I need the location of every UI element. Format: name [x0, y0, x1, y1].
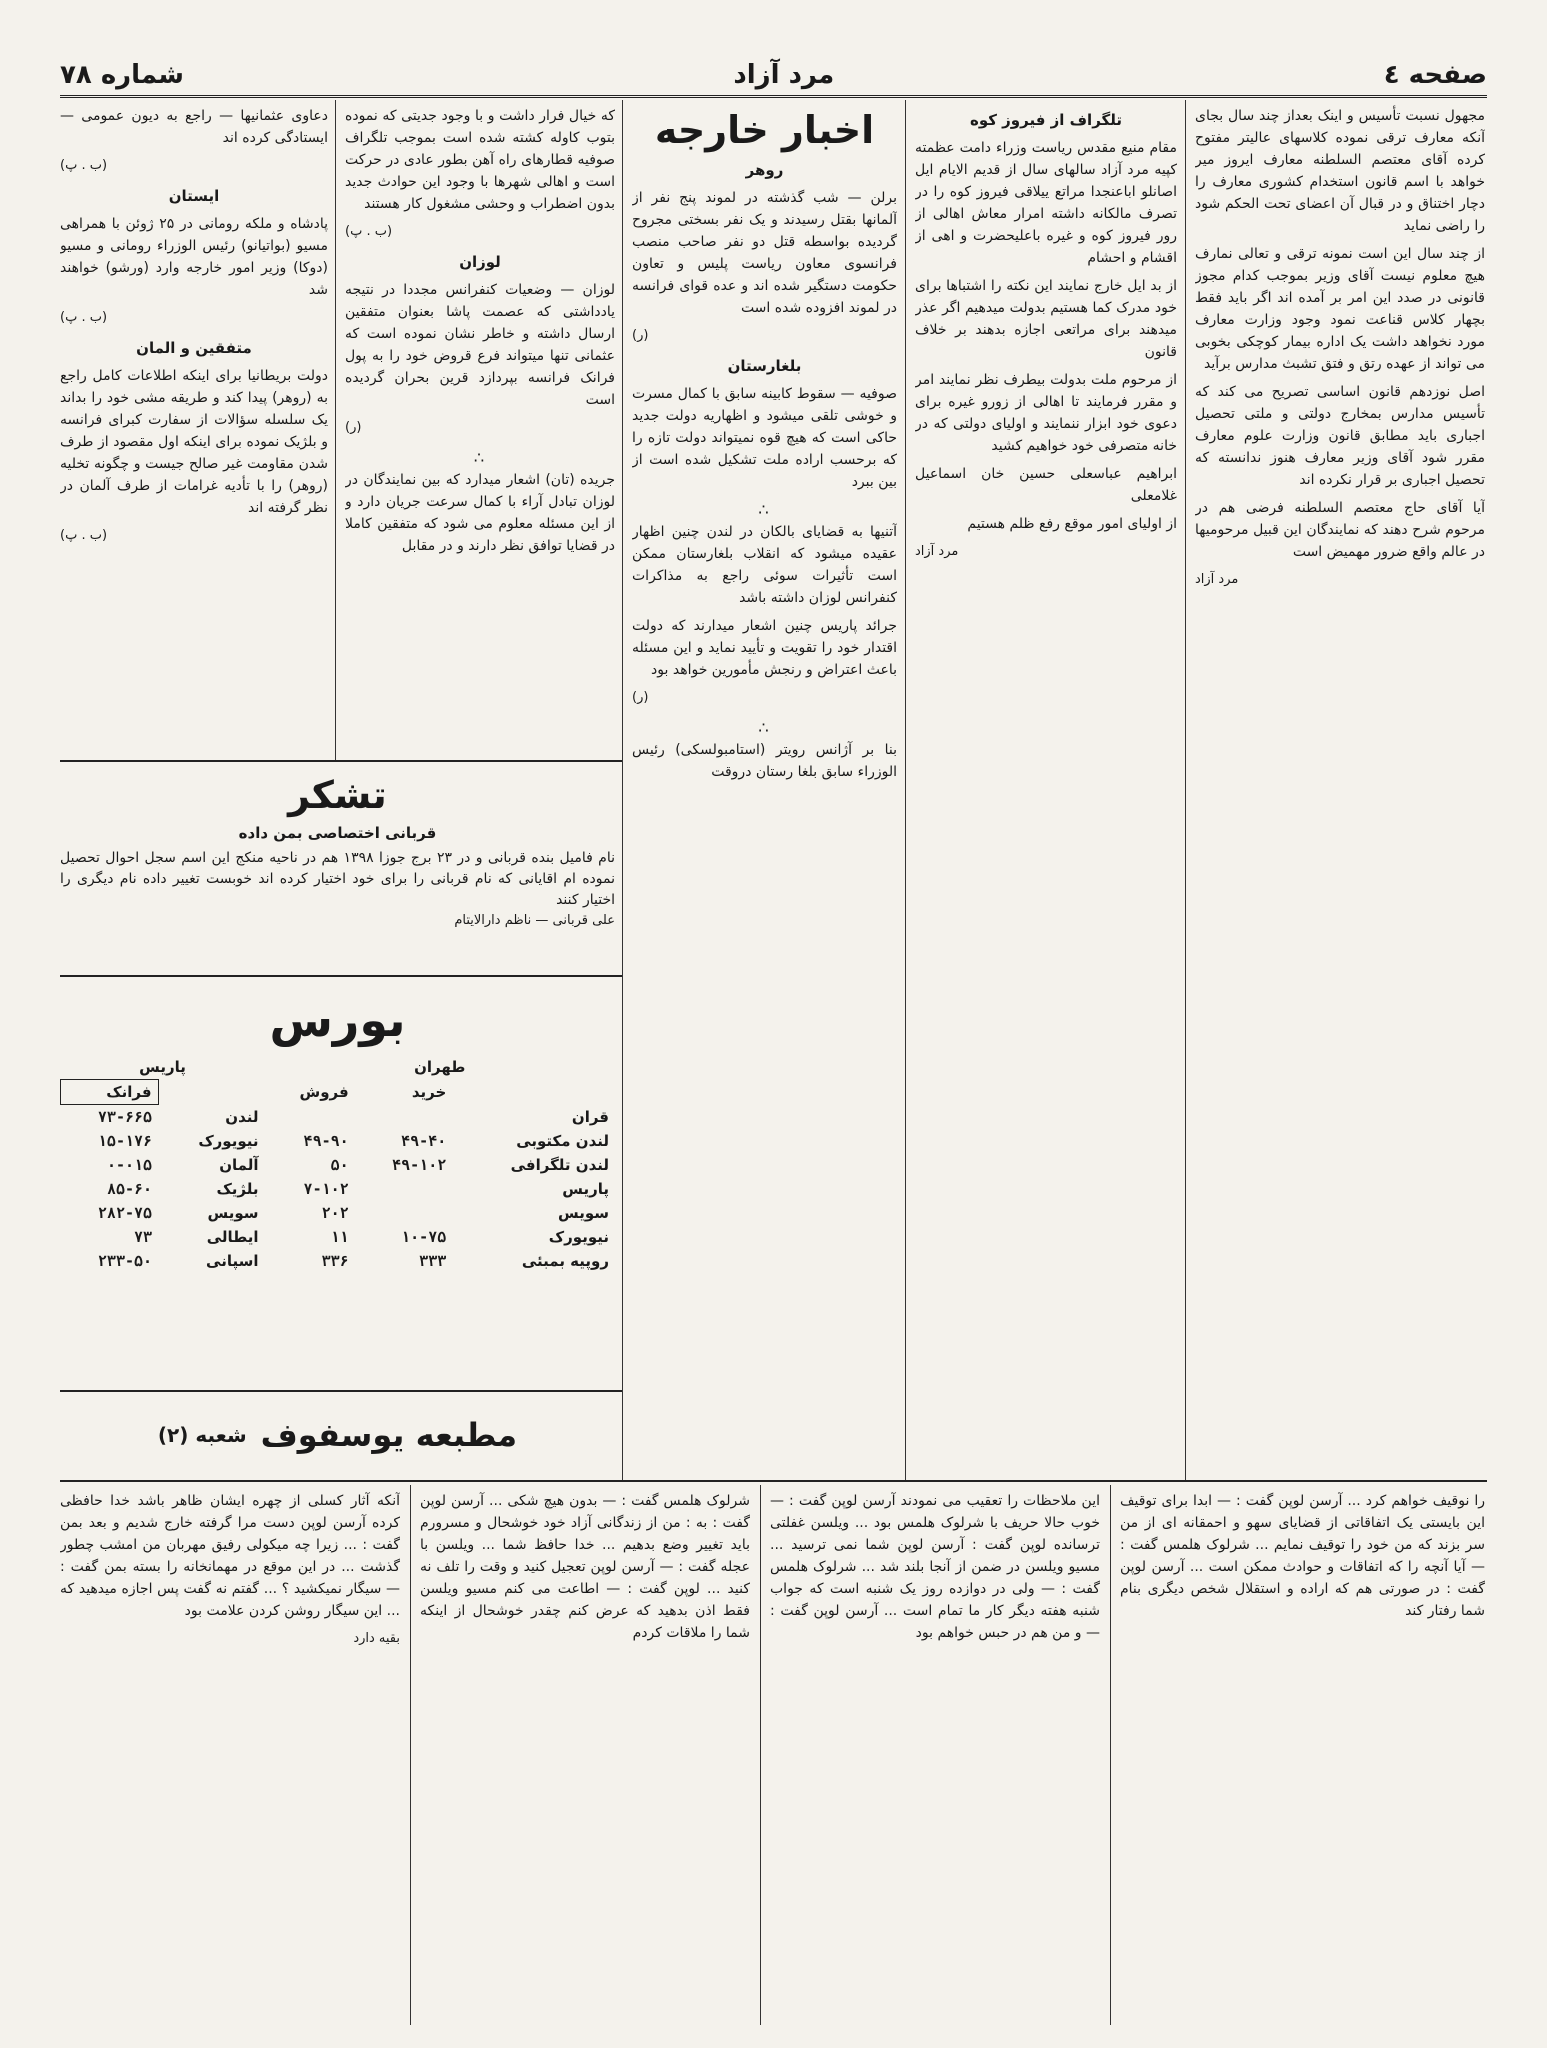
page-number: صفحه ٤ — [1383, 60, 1487, 90]
bourse-buy: ۴۹-۴۰ — [401, 1132, 447, 1150]
column-rule — [410, 1485, 411, 2025]
bourse-paris: ۲۳۳-۵۰ — [97, 1252, 153, 1270]
bourse-buy: ۴۹-۱۰۲ — [392, 1156, 447, 1174]
bourse-city: بلژیک — [216, 1180, 259, 1198]
bourse-item: لندن تلگرافی — [510, 1156, 609, 1174]
table-row — [61, 1201, 616, 1225]
table-header-row — [61, 1080, 616, 1105]
paragraph: لوزان — وضعیات کنفرانس مجددا در نتیجه یادداشتی که عصمت پاشا بعنوان متفقین ارسال داشته و خاطر نشان نموده است که عثمانی تنها میتواند فرع قروض خود را به پول فرانک فرانسه بپردازد قرین بحران گردیده است — [345, 282, 615, 408]
bourse-item: پاریس — [562, 1180, 609, 1198]
table-row — [61, 1129, 616, 1153]
column-rule — [335, 100, 336, 760]
source-tag: (ر) — [345, 420, 362, 435]
serial-column — [770, 1490, 1100, 2020]
serial-column — [60, 1490, 400, 2020]
bourse-item: نیویورک — [548, 1228, 609, 1246]
column-rule — [1110, 1485, 1111, 2025]
column-lausanne — [345, 105, 615, 760]
paragraph: آنکه آثار کسلی از چهره ایشان ظاهر باشد خدا حافظی کرده آرسن لوپن دست مرا گرفته خارج شدیم و بعد بمن گفت : ... زیرا چه میکولی رفیق مهربان من امشب چطور گذشت ... در این موقع در مهمانخانه را بسته بمن گفت : — سیگار نمیکشید ؟ ... گفتم نه گفت پس اجازه میدهید که ... این سیگار روشن کردن علامت بود — [60, 1493, 400, 1619]
issue-number: شماره ۷۸ — [60, 60, 184, 90]
bourse-sell: ۱۱ — [330, 1228, 349, 1246]
source-tag: (ب . پ) — [60, 310, 108, 325]
bourse-city: اسپانی — [206, 1252, 259, 1270]
box-rule — [60, 1390, 622, 1392]
source-tag: (ب . پ) — [60, 158, 108, 173]
signature-names: ابراهیم عباسعلی حسین خان اسماعیل غلامعلی — [915, 466, 1177, 504]
bourse-city: آلمان — [219, 1156, 259, 1174]
subheading: روهر — [745, 161, 784, 179]
separator-dots: ∴ — [758, 718, 771, 737]
notice-body: نام فامیل بنده قربانی و در ۲۳ برج جوزا ۱۳۹۸ هم در ناحیه منکج این اسم سجل احوال تحصیل نموده ام اقایانی که نام قربانی را برای خود اختیار کرده اند خوبست تغییر داده نام دیگری را اختیار کنند — [60, 850, 615, 908]
paragraph: را نوقیف خواهم کرد ... آرسن لوپن گفت : — ابدا برای توقیف این بایستی یک اتفاقاتی از قضایای سهو و احمقانه ای از من سر بزند که من خود را توقیف نمایم ... شرلوک هلمس گفت : — آیا آنچه را که اتفاقات و حوادث ممکن است ... آرسن لوپن گفت : در صورتی هم که اراده و استقلال شخص دیگری بنام شما رفتار کند — [1120, 1493, 1485, 1619]
paragraph: اصل نوزدهم قانون اساسی تصریح می کند که تأسیس مدارس بمخارج دولتی و ملتی تحصیل اجباری باید مطابق قانون وزارت علوم معارف مقرر شود آقای وزیر معارف هنوز ندانسته که تحصیل اجباری بر قرار نکرده اند — [1195, 384, 1485, 488]
notice-subtitle: قربانی اختصاصی بمن داده — [238, 824, 437, 842]
paragraph: که خیال فرار داشت و با وجود جدیتی که نموده بتوب کاوله کشته شده است بموجب تلگراف صوفیه قطارهای راه آهن بطور عادی در حرکت است و اهالی شهرها با وجود این حوادث جدید بدون اضطراب و وحشی مشغول کار هستند — [345, 108, 615, 212]
bourse-paris: ۱۵-۱۷۶ — [97, 1132, 153, 1150]
bourse-item: قران — [571, 1107, 609, 1126]
bourse-sell — [265, 1105, 355, 1130]
table-row — [61, 1105, 616, 1130]
continued-note: بقیه دارد — [353, 1631, 400, 1646]
paragraph: مقام منیع مقدس ریاست وزراء دامت عظمته کپیه مرد آزاد سالهای سال از قدیم الایام ایل اصانلو اباعنجدا مراتع ییلاقی فیروز کوه را در تصرف مالکانه داشته امرار معاش اهالی از رور فیروز کوه و غیره باعلیحضرت و اهی از اقشام و احشام — [915, 140, 1177, 266]
subheading: متفقین و المان — [136, 339, 252, 357]
column-telegram — [915, 105, 1177, 1475]
source-tag: (ر) — [632, 690, 649, 705]
bourse-paris: ۷۳-۶۶۵ — [97, 1108, 153, 1126]
bourse-paris: ۲۸۲-۷۵ — [97, 1204, 153, 1222]
subheading: ایستان — [168, 187, 220, 205]
bourse-paris: ۷۳ — [134, 1228, 153, 1246]
paragraph: پادشاه و ملکه رومانی در ۲۵ ژوئن با همراهی مسیو (بواتیانو) رئیس الوزراء رومانی و مسیو (دوکا) وزیر امور خارجه وارد (ورشو) خواهند شد — [60, 216, 328, 298]
section-title: اخبار خارجه — [654, 108, 875, 152]
bourse-buy: ۳۳۳ — [419, 1252, 447, 1270]
paragraph: آیا آقای حاج معتصم السلطنه فرضی هم در مرحوم شرح دهند که نمایندگان این قبیل مرحومیها در عالم واقع ضرور مهمیض است — [1195, 500, 1485, 560]
subheading: بلغارستان — [727, 357, 802, 375]
buy-label: خرید — [411, 1083, 447, 1101]
paragraph: شرلوک هلمس گفت : — بدون هیچ شکی ... آرسن لوپن گفت : به : من از زندگانی آزاد خود خوشحال و مسرورم باید تغییر وضع بدهیم ... خدا حافظ شما ... ویلسن با عجله گفت : — آرسن لوپن تعجیل کنید و وقت را تلف نه کنید ... لوپن گفت : — اطاعت می کنم مسیو ویلسن فقط اذن بدهید که عرض کنم چقدر خوشحال از اینکه شما را ملاقات کردم — [420, 1493, 750, 1641]
column-education — [1195, 105, 1485, 1475]
bourse-box — [60, 985, 615, 1385]
tehran-label: طهران — [414, 1058, 466, 1077]
box-rule — [60, 760, 622, 762]
source-tag: (ر) — [632, 328, 649, 343]
subheading: لوزان — [459, 253, 501, 271]
paragraph: جرائد پاریس چنین اشعار میدارند که دولت اقتدار خود را تقویت و تأیید نماید و این مسئله باعث اعتراض و رنجش مأمورین خواهد بود — [632, 618, 897, 678]
paragraph: دعاوی عثمانیها — راجع به دیون عمومی — ایستادگی کرده اند — [60, 108, 328, 146]
bourse-item: لندن مکتوبی — [516, 1132, 609, 1150]
bourse-city: سویس — [207, 1204, 259, 1222]
separator-dots: ∴ — [758, 500, 771, 519]
serial-column — [420, 1490, 750, 2020]
bourse-city: لندن — [225, 1107, 259, 1126]
column-rule — [622, 100, 623, 1480]
paragraph: جریده (تان) اشعار میدارد که بین نمایندگان در لوزان تبادل آراء با کمال سرعت جریان دارد و از این مسئله معلوم می شود که متفقین کاملا در قضایا توافق نظر دارند و در مقابل — [345, 472, 615, 554]
notice-box — [60, 770, 615, 970]
sell-label: فروش — [299, 1083, 349, 1101]
paragraph: دولت بریطانیا برای اینکه اطلاعات کامل راجع به (روهر) پیدا کند و طریقه مشی خود را بداند یک سلسله سؤالات از سفارت کبرای فرانسه و بلژیک نموده برای اینکه اول مقصود از طرف شدن مقاومت غیر صالح جیست و چگونه تخلیه (روهر) را با تأدیه غرامات از طرف آلمان در نظر گرفته اند — [60, 368, 328, 516]
closing-line: از اولیای امور موقع رفع ظلم هستیم — [967, 516, 1177, 532]
masthead — [60, 55, 1487, 98]
bourse-sell: ۴۹-۹۰ — [303, 1132, 349, 1150]
signature: مرد آزاد — [1195, 572, 1239, 587]
paragraph: صوفیه — سقوط کابینه سابق با کمال مسرت و خوشی تلقی میشود و اظهاریه دولت جدید حاکی است که هیچ قوه نمیتواند دولت تازه را که برحسب اراده ملت تشکیل شده است از بین ببرد — [632, 386, 897, 490]
printer-name: مطبعه یوسفوف — [260, 1416, 518, 1454]
bourse-sell: ۵۰ — [330, 1156, 349, 1174]
notice-signature: علی قربانی — ناظم دارالایتام — [454, 913, 615, 928]
source-tag: (ب . پ) — [345, 224, 393, 239]
column-rule — [1185, 100, 1186, 1480]
bourse-item: سویس — [558, 1204, 609, 1222]
separator-dots: ∴ — [473, 448, 487, 467]
franc-label: فرانک — [61, 1080, 159, 1105]
paragraph: از مرحوم ملت بدولت بیطرف نظر نمایند امر و مقرر فرمایند تا اهالی از زورو غیره برای دعوی خود ابزار ننمایند و اولیای دولتی که در خانه متصرفی خود خواهیم کشید — [915, 372, 1177, 454]
column-rule — [760, 1485, 761, 2025]
table-row — [61, 1225, 616, 1249]
signature: مرد آزاد — [915, 544, 959, 559]
bourse-city: ایطالی — [206, 1228, 259, 1246]
paragraph: از چند سال این است نمونه ترقی و تعالی نمارف هیچ معلوم نیست آقای وزیر بموجب کدام مجوز قانونی در صدد این امر بر آمده اند اگر باید فقط بچهار کلاس قناعت نمود وجود وزارت معارف مورد نخواهد داشت یک اداره بیمار کوچکی بخوبی می تواند از عهده رتق و فتق تشبث مدارس برآید — [1195, 246, 1485, 372]
table-row — [61, 1177, 616, 1201]
serial-column — [1120, 1490, 1485, 2020]
article-heading: تلگراف از فیروز کوه — [969, 111, 1123, 129]
bourse-sell: ۳۳۶ — [321, 1252, 349, 1270]
paragraph: برلن — شب گذشته در لموند پنج نفر از آلمانها بقتل رسیدند و یک نفر بسختی مجروح گردیده بواسطه قتل دو نفر صاحب منصب فرانسوی معاون ریاست پلیس و تعاون حکومت دستگیر شده اند و عده قوای فرانسه در لموند افزوده شده است — [632, 190, 897, 316]
table-row — [61, 1153, 616, 1177]
notice-title: تشکر — [288, 773, 387, 817]
bourse-table — [60, 1055, 615, 1273]
bourse-item: روپیه بمبئی — [521, 1252, 609, 1270]
paris-label: پاریس — [139, 1058, 186, 1076]
column-rule — [905, 100, 906, 1480]
paragraph: بنا بر آژانس رویتر (استامبولسکی) رئیس الوزراء سابق بلغا رستان دروقت — [632, 742, 897, 780]
bourse-buy — [355, 1177, 453, 1201]
printer-line — [60, 1400, 615, 1470]
printer-branch: شعبه (۲) — [157, 1423, 247, 1447]
column-romania — [60, 105, 328, 760]
bourse-paris: ۰-۰۱۵ — [106, 1156, 153, 1174]
paragraph: مجهول نسبت تأسیس و اینک بعداز چند سال بجای آنکه معارف ترقی نموده کلاسهای عالیتر مفتوح کرده آقای معتصم السلطنه معارف ایروز میر خواهد با اسم قانون استخدام کشوری معارف را دچار اختناق و در قبال آن اعضای تحت الحکم شود را راضی نماید — [1195, 108, 1485, 234]
bourse-city: نیویورک — [198, 1132, 259, 1150]
paragraph: این ملاحظات را تعقیب می نمودند آرسن لوپن گفت : — خوب حالا حریف با شرلوک هلمس بود ... ویلسن غفلتی ترسانده لوپن گفت : آرسن لوپن شما نمی ترسید ... مسیو ویلسن در ضمن از آنجا بلند شد ... شرلوک هلمس گفت : — ولی در دوازده روز یک شنبه است که جواب شنبه هفته دیگر کار ما تمام است ... آرسن لوپن گفت : — و من هم در حبس خواهم بود — [770, 1493, 1100, 1641]
bourse-sell: ۲۰۲ — [321, 1204, 349, 1222]
bourse-buy — [355, 1105, 453, 1130]
paper-name: مرد آزاد — [733, 60, 835, 90]
bourse-paris: ۸۵-۶۰ — [106, 1180, 153, 1198]
bourse-buy — [355, 1201, 453, 1225]
column-foreign-news — [632, 105, 897, 1475]
section-rule — [60, 1480, 1487, 1482]
table-row — [61, 1249, 616, 1273]
source-tag: (ب . پ) — [60, 528, 108, 543]
bourse-sell: ۷-۱۰۲ — [303, 1180, 349, 1198]
table-header-row — [61, 1055, 616, 1080]
bourse-title: بورس — [269, 993, 406, 1047]
paragraph: آتنیها به قضایای بالکان در لندن چنین اظهار عقیده میشود که انقلاب بلغارستان ممکن است تأثیرات سوئی راجع به مذاکرات کنفرانس لوزان داشته باشد — [632, 524, 897, 606]
bourse-buy: ۱۰-۷۵ — [401, 1228, 447, 1246]
box-rule — [60, 975, 622, 977]
paragraph: از بد ایل خارج نمایند این نکته را اشتباها برای خود مدرک کما هستیم بدولت میدهیم اگر عذر میدهند برای مراتعی اجازه بدهند بر خلاف قانون — [915, 278, 1177, 360]
